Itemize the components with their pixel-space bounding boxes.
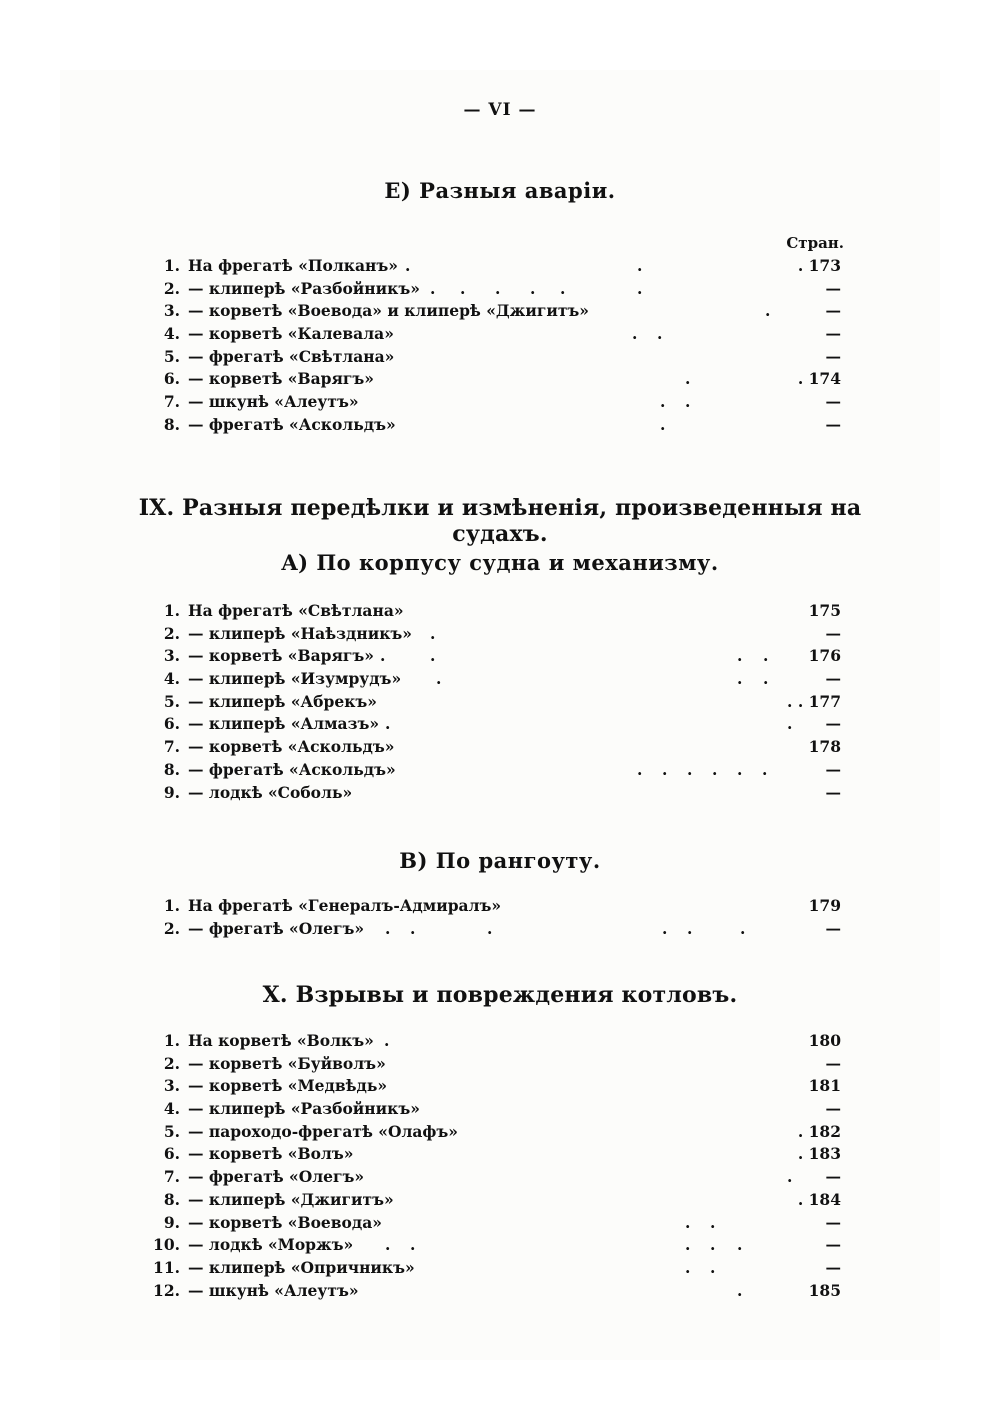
entry-page: 181 (808, 1076, 841, 1096)
leader-dot: . (637, 278, 643, 298)
entry-text: — корветѣ «Буйволъ» (188, 1053, 386, 1073)
entry-page: . 182 (797, 1121, 841, 1141)
entry-page: — (825, 1099, 841, 1119)
entry-page: — (825, 324, 841, 344)
section-e-title: E) Разныя аварiи. (384, 178, 616, 203)
list-item (0, 691, 1000, 714)
leader-dot: . (765, 301, 771, 321)
page-column-label: Стран. (786, 234, 844, 252)
entry-number: 5. (163, 1121, 180, 1141)
entry-number: 1. (163, 896, 180, 915)
leader-dot: . (737, 1235, 743, 1255)
leader-dot: . (560, 278, 566, 298)
list-item (0, 668, 1000, 691)
entry-number: 12. (153, 1280, 180, 1300)
entry-text: — фрегатѣ «Свѣтлана» (188, 346, 395, 366)
leader-dot: . (737, 1280, 743, 1300)
list-item (0, 1166, 1000, 1189)
entry-number: 5. (163, 346, 180, 366)
entry-text: — корветѣ «Волъ» (188, 1144, 354, 1164)
entry-page: 176 (808, 646, 841, 666)
leader-dot: . (685, 392, 691, 412)
leader-dot: . (687, 918, 693, 938)
entry-text: На корветѣ «Волкъ» (188, 1031, 374, 1050)
entry-number: 10. (153, 1235, 180, 1255)
entry-text: — фрегатѣ «Аскольдъ» (188, 414, 396, 434)
section-b-list (0, 895, 1000, 940)
list-item (0, 323, 1000, 346)
entry-page: — (825, 278, 841, 298)
entry-page: 175 (808, 601, 841, 620)
entry-text: — корветѣ «Аскольдъ» (188, 737, 395, 757)
list-item (0, 1257, 1000, 1280)
leader-dot: . (685, 1257, 691, 1277)
leader-dot: . (430, 646, 436, 666)
leader-dot: . (660, 414, 666, 434)
leader-dot: . (430, 623, 436, 643)
leader-dot: . (712, 759, 718, 779)
list-item (0, 1075, 1000, 1098)
list-item (0, 736, 1000, 759)
entry-page: — (825, 782, 841, 802)
list-item (0, 759, 1000, 782)
leader-dot: . (657, 324, 663, 344)
leader-dot: . (740, 918, 746, 938)
entry-page: 179 (808, 896, 841, 915)
list-item (0, 1234, 1000, 1257)
leader-dot: . (763, 669, 769, 689)
chapter-ix-title: IX. Разныя передѣлки и измѣненiя, произведенныя на судахъ. (138, 495, 862, 547)
leader-dot: . (737, 669, 743, 689)
entry-text: — клиперѣ «Опричникъ» (188, 1257, 415, 1277)
entry-page: . 174 (797, 369, 841, 389)
leader-dot: . (430, 278, 436, 298)
entry-number: 7. (163, 737, 180, 757)
leader-dot: . (436, 669, 442, 689)
leader-dot: . (380, 646, 386, 666)
leader-dot: . (787, 714, 793, 734)
list-item (0, 414, 1000, 437)
leader-dot: . (385, 1235, 391, 1255)
entry-number: 6. (163, 1144, 180, 1164)
page-number: — VI — (463, 100, 537, 120)
entry-page: 185 (808, 1280, 841, 1300)
entry-text: — корветѣ «Воевода» (188, 1212, 382, 1232)
entry-page: — (825, 759, 841, 779)
leader-dot: . (410, 1235, 416, 1255)
chapter-x-list (0, 1030, 1000, 1302)
entry-text: — клиперѣ «Разбойникъ» (188, 1099, 420, 1119)
section-a-list (0, 600, 1000, 804)
leader-dot: . (710, 1235, 716, 1255)
leader-dot: . (737, 646, 743, 666)
entry-page: — (825, 918, 841, 938)
leader-dot: . (384, 1031, 390, 1050)
list-item (0, 300, 1000, 323)
entry-page: — (825, 414, 841, 434)
leader-dot: . (495, 278, 501, 298)
list-item (0, 782, 1000, 805)
list-item (0, 1280, 1000, 1303)
entry-text: На фрегатѣ «Полканъ» (188, 256, 398, 275)
entry-number: 1. (163, 1031, 180, 1050)
entry-text: — корветѣ «Калевала» (188, 324, 394, 344)
list-item (0, 713, 1000, 736)
section-b-title: B) По рангоуту. (399, 848, 601, 873)
list-item (0, 918, 1000, 941)
entry-text: — корветѣ «Варягъ» (188, 646, 374, 666)
leader-dot: . (530, 278, 536, 298)
entry-number: 8. (163, 414, 180, 434)
entry-text: — пароходо-фрегатѣ «Олафъ» (188, 1121, 458, 1141)
entry-number: 9. (163, 1212, 180, 1232)
list-item (0, 623, 1000, 646)
leader-dot: . (787, 1167, 793, 1187)
entry-number: 3. (163, 1076, 180, 1096)
section-a-title: A) По корпусу судна и механизму. (281, 550, 719, 575)
list-item (0, 1189, 1000, 1212)
leader-dot: . (763, 646, 769, 666)
leader-dot: . (737, 759, 743, 779)
entry-text: — шкунѣ «Алеутъ» (188, 392, 359, 412)
leader-dot: . (385, 918, 391, 938)
entry-number: 3. (163, 646, 180, 666)
leader-dot: . (662, 759, 668, 779)
entry-page: 180 (808, 1031, 841, 1050)
entry-number: 8. (163, 759, 180, 779)
entry-text: — лодкѣ «Соболь» (188, 782, 353, 802)
entry-page: 178 (808, 737, 841, 757)
entry-number: 2. (163, 278, 180, 298)
entry-text: — фрегатѣ «Олегъ» (188, 918, 365, 938)
list-item (0, 895, 1000, 918)
entry-number: 6. (163, 714, 180, 734)
section-e-list (0, 255, 1000, 437)
entry-number: 11. (153, 1257, 180, 1277)
leader-dot: . (710, 1257, 716, 1277)
entry-number: 5. (163, 691, 180, 711)
entry-number: 6. (163, 369, 180, 389)
list-item (0, 1030, 1000, 1053)
entry-text: — клиперѣ «Разбойникъ» (188, 278, 420, 298)
list-item (0, 346, 1000, 369)
entry-page: — (825, 346, 841, 366)
entry-page: — (825, 714, 841, 734)
list-item (0, 391, 1000, 414)
entry-number: 4. (163, 324, 180, 344)
entry-text: — корветѣ «Варягъ» (188, 369, 374, 389)
list-item (0, 1053, 1000, 1076)
entry-number: 2. (163, 918, 180, 938)
entry-page: — (825, 392, 841, 412)
chapter-x-title: X. Взрывы и повреждения котловъ. (262, 982, 738, 1008)
entry-text: — корветѣ «Медвѣдь» (188, 1076, 388, 1096)
list-item (0, 1143, 1000, 1166)
entry-text: — клиперѣ «Алмазъ» (188, 714, 380, 734)
list-item (0, 368, 1000, 391)
entry-number: 8. (163, 1189, 180, 1209)
entry-page: . 173 (797, 256, 841, 275)
entry-number: 3. (163, 301, 180, 321)
entry-page: — (825, 1212, 841, 1232)
leader-dot: . (685, 369, 691, 389)
entry-text: — клиперѣ «Джигитъ» (188, 1189, 394, 1209)
leader-dot: . (762, 759, 768, 779)
entry-text: — клиперѣ «Изумрудъ» (188, 669, 402, 689)
entry-text: — шкунѣ «Алеутъ» (188, 1280, 359, 1300)
entry-page: . 184 (797, 1189, 841, 1209)
entry-text: На фрегатѣ «Свѣтлана» (188, 601, 404, 620)
list-item (0, 1212, 1000, 1235)
leader-dot: . (685, 1212, 691, 1232)
leader-dot: . (410, 918, 416, 938)
leader-dot: . (487, 918, 493, 938)
list-item (0, 1121, 1000, 1144)
entry-text: — фрегатѣ «Аскольдъ» (188, 759, 396, 779)
entry-page: — (825, 301, 841, 321)
leader-dot: . (385, 714, 391, 734)
entry-page: . 183 (797, 1144, 841, 1164)
leader-dot: . (710, 1212, 716, 1232)
list-item (0, 278, 1000, 301)
entry-page: — (825, 623, 841, 643)
list-item (0, 645, 1000, 668)
entry-text: — клиперѣ «Абрекъ» (188, 691, 377, 711)
entry-number: 9. (163, 782, 180, 802)
list-item (0, 1098, 1000, 1121)
entry-number: 1. (163, 601, 180, 620)
leader-dot: . (460, 278, 466, 298)
list-item (0, 600, 1000, 623)
entry-page: — (825, 1053, 841, 1073)
entry-number: 2. (163, 1053, 180, 1073)
entry-number: 7. (163, 1167, 180, 1187)
entry-page: — (825, 1235, 841, 1255)
entry-page: — (825, 669, 841, 689)
entry-number: 1. (163, 256, 180, 275)
entry-text: — фрегатѣ «Олегъ» (188, 1167, 365, 1187)
entry-number: 7. (163, 392, 180, 412)
entry-number: 4. (163, 1099, 180, 1119)
leader-dot: . (405, 256, 411, 275)
entry-text: — лодкѣ «Моржъ» (188, 1235, 354, 1255)
entry-text: — корветѣ «Воевода» и клиперѣ «Джигитъ» (188, 301, 589, 321)
leader-dot: . (660, 392, 666, 412)
entry-text: На фрегатѣ «Генералъ-Адмиралъ» (188, 896, 502, 915)
list-item (0, 255, 1000, 278)
leader-dot: . (637, 256, 643, 275)
leader-dot: . (687, 759, 693, 779)
entry-page: . 177 (797, 691, 841, 711)
leader-dot: . (787, 691, 793, 711)
entry-text: — клиперѣ «Наѣздникъ» (188, 623, 412, 643)
leader-dot: . (632, 324, 638, 344)
entry-page: — (825, 1167, 841, 1187)
leader-dot: . (662, 918, 668, 938)
leader-dot: . (637, 759, 643, 779)
leader-dot: . (685, 1235, 691, 1255)
entry-number: 4. (163, 669, 180, 689)
entry-page: — (825, 1257, 841, 1277)
entry-number: 2. (163, 623, 180, 643)
